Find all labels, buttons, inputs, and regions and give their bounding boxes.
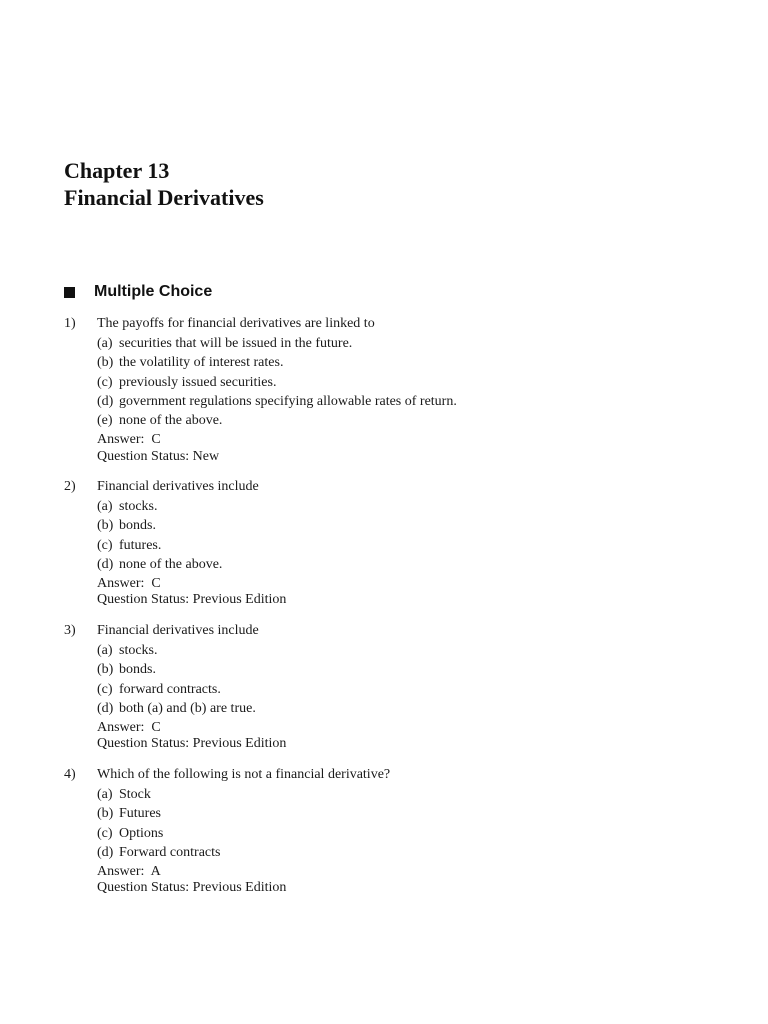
- answer-line: Answer: C: [97, 575, 161, 591]
- option-item: [97, 660, 704, 679]
- option-letter: (c): [97, 825, 113, 841]
- option-text: stocks.: [119, 499, 158, 515]
- option-text: previously issued securities.: [119, 374, 277, 390]
- option-letter: (d): [97, 844, 114, 860]
- question-number: 2): [64, 479, 76, 494]
- question-number: 1): [64, 316, 76, 331]
- question-stem: Which of the following is not a financial derivative?: [97, 767, 391, 782]
- option-letter: (c): [97, 374, 113, 390]
- option-text: Forward contracts: [119, 844, 221, 860]
- option-text: forward contracts.: [119, 681, 221, 697]
- option-letter: (b): [97, 662, 114, 678]
- option-letter: (d): [97, 556, 114, 572]
- option-item: [97, 516, 704, 535]
- answer-block: [97, 720, 704, 753]
- option-text: bonds.: [119, 518, 156, 534]
- option-item: [97, 411, 704, 430]
- question-2: [64, 477, 704, 609]
- option-text: the volatility of interest rates.: [119, 355, 284, 371]
- option-text: bonds.: [119, 662, 156, 678]
- option-text: Options: [119, 825, 164, 841]
- option-item: [97, 804, 704, 823]
- option-list: [97, 497, 704, 574]
- square-bullet-icon: [64, 287, 75, 298]
- option-item: [97, 555, 704, 574]
- chapter-title: Financial Derivatives: [64, 185, 264, 210]
- option-item: [97, 536, 704, 555]
- section-heading: [64, 281, 212, 303]
- question-stem: Financial derivatives include: [97, 623, 259, 638]
- option-list: [97, 785, 704, 862]
- option-list: [97, 641, 704, 718]
- option-text: securities that will be issued in the future.: [119, 336, 353, 352]
- option-item: [97, 843, 704, 862]
- option-letter: (e): [97, 412, 113, 428]
- option-letter: (a): [97, 499, 113, 515]
- question-status: Question Status: New: [97, 448, 220, 464]
- option-letter: (b): [97, 518, 114, 534]
- option-letter: (a): [97, 336, 113, 352]
- option-text: none of the above.: [119, 556, 223, 572]
- option-letter: (b): [97, 806, 114, 822]
- option-item: [97, 497, 704, 516]
- option-list: [97, 334, 704, 430]
- question-3: [64, 621, 704, 753]
- option-item: [97, 824, 704, 843]
- option-letter: (d): [97, 393, 114, 409]
- question-status: Question Status: Previous Edition: [97, 736, 287, 752]
- option-item: [97, 699, 704, 718]
- chapter-heading: [64, 157, 264, 211]
- question-number: 4): [64, 767, 76, 782]
- chapter-number: Chapter 13: [64, 158, 170, 183]
- option-letter: (a): [97, 643, 113, 659]
- option-item: [97, 373, 704, 392]
- option-letter: (d): [97, 700, 114, 716]
- question-status: Question Status: Previous Edition: [97, 880, 287, 896]
- option-letter: (c): [97, 537, 113, 553]
- option-item: [97, 785, 704, 804]
- question-status: Question Status: Previous Edition: [97, 592, 287, 608]
- answer-block: [97, 864, 704, 897]
- option-item: [97, 334, 704, 353]
- option-item: [97, 641, 704, 660]
- option-text: stocks.: [119, 643, 158, 659]
- option-letter: (c): [97, 681, 113, 697]
- question-4: [64, 765, 704, 897]
- question-stem: Financial derivatives include: [97, 479, 259, 494]
- answer-line: Answer: C: [97, 432, 161, 448]
- answer-block: [97, 576, 704, 609]
- option-text: none of the above.: [119, 412, 223, 428]
- option-item: [97, 680, 704, 699]
- option-text: futures.: [119, 537, 162, 553]
- option-letter: (b): [97, 355, 114, 371]
- option-text: both (a) and (b) are true.: [119, 700, 256, 716]
- option-text: Futures: [119, 806, 161, 822]
- option-item: [97, 392, 704, 411]
- question-number: 3): [64, 623, 76, 638]
- option-item: [97, 353, 704, 372]
- answer-line: Answer: C: [97, 719, 161, 735]
- question-stem: The payoffs for financial derivatives are linked to: [97, 316, 375, 331]
- question-1: [64, 314, 704, 465]
- option-text: Stock: [119, 787, 151, 803]
- answer-line: Answer: A: [97, 863, 161, 879]
- option-text: government regulations specifying allowable rates of return.: [119, 393, 457, 409]
- option-letter: (a): [97, 787, 113, 803]
- section-title: Multiple Choice: [94, 283, 213, 300]
- answer-block: [97, 432, 704, 465]
